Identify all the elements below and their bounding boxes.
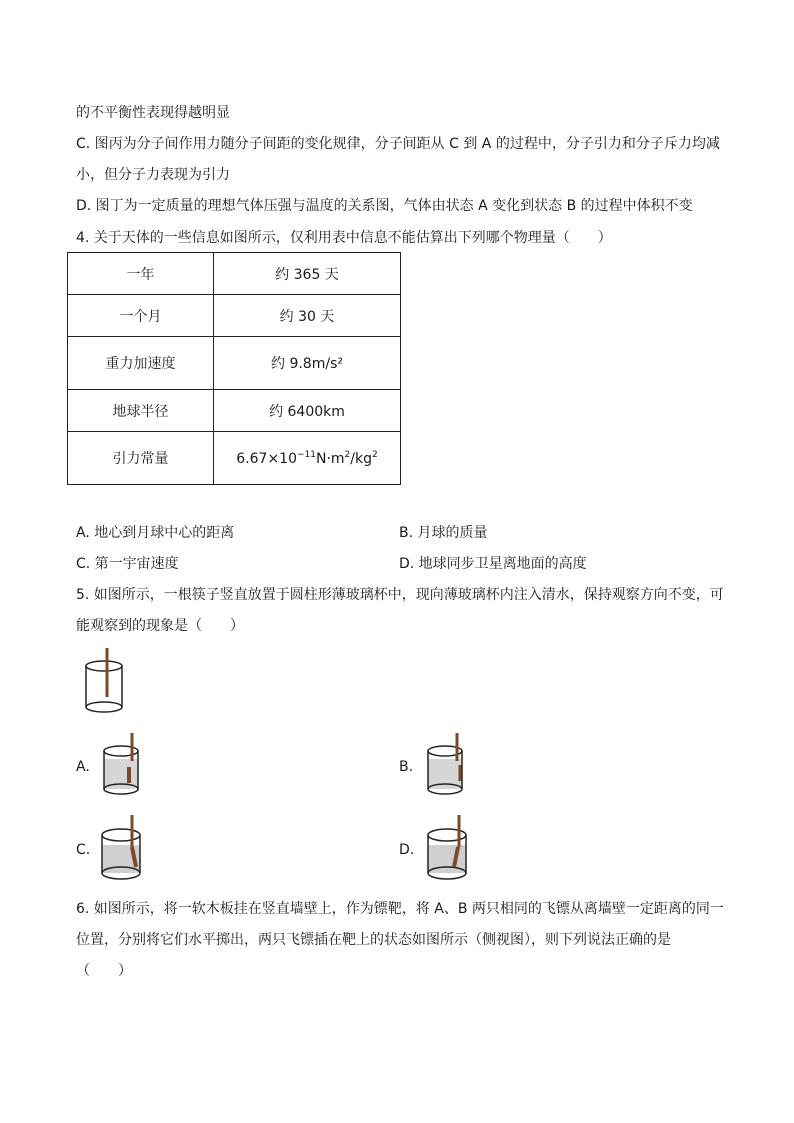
g-base: 6.67×10 (236, 450, 297, 467)
option-c-text: C. 图丙为分子间作用力随分子间距的变化规律，分子间距从 C 到 A 的过程中，分子引力和分子斥力均减 (76, 136, 720, 152)
q4-option-d: D. 地球同步卫星离地面的高度 (399, 556, 587, 572)
table-cell: 约 30 天 (214, 295, 401, 337)
question-4-stem: 4. 关于天体的一些信息如图所示，仅利用表中信息不能估算出下列哪个物理量（ ） (76, 230, 612, 246)
q5-option-c-label: C. (76, 842, 91, 858)
q4-option-a: A. 地心到月球中心的距离 (76, 525, 235, 541)
table-row (68, 432, 401, 485)
gravitational-constant-cell (214, 432, 401, 485)
question-6-stem: 6. 如图所示，将一软木板挂在竖直墙壁上，作为镖靶，将 A、B 两只相同的飞镖从离墙壁一定距离的同一 (76, 901, 724, 917)
g-exponent: 2 (344, 449, 351, 460)
cup-option-c-figure (98, 813, 148, 885)
g-exponent: −11 (296, 449, 316, 460)
table-cell: 一个月 (68, 295, 214, 337)
cup-option-a-figure (100, 731, 145, 801)
table-row (68, 337, 401, 390)
question-5-stem: 5. 如图所示，一根筷子竖直放置于圆柱形薄玻璃杯中，现向薄玻璃杯内注入清水，保持观察方向不变，可 (76, 587, 724, 603)
option-c-text-cont: 小，但分子力表现为引力 (76, 167, 230, 183)
table-cell: 约 9.8m/s² (214, 337, 401, 390)
g-unit: /kg (350, 450, 372, 467)
q5-option-d-label: D. (399, 842, 415, 858)
q4-option-b: B. 月球的质量 (399, 525, 488, 541)
g-unit: N·m (315, 450, 345, 467)
table-row (68, 390, 401, 432)
table-cell: 地球半径 (68, 390, 214, 432)
g-exponent: 2 (372, 449, 378, 460)
cup-original-figure (80, 645, 130, 720)
table-cell: 约 6400km (214, 390, 401, 432)
question-5-stem-cont: 能观察到的现象是（ ） (76, 618, 244, 634)
astronomy-info-table (67, 252, 401, 485)
question-6-stem-cont: （ ） (76, 963, 132, 979)
table-row (68, 253, 401, 295)
question-6-stem-cont: 位置，分别将它们水平掷出，两只飞镖插在靶上的状态如图所示（侧视图），则下列说法正确的是 (76, 932, 671, 948)
option-d-text: D. 图丁为一定质量的理想气体压强与温度的关系图，气体由状态 A 变化到状态 B 的过程中体积不变 (76, 198, 693, 214)
cup-option-d-figure (424, 813, 474, 885)
cup-option-b-figure (424, 731, 469, 801)
table-cell: 一年 (68, 253, 214, 295)
table-cell: 约 365 天 (214, 253, 401, 295)
q5-option-b-label: B. (399, 759, 414, 775)
q5-option-a-label: A. (76, 759, 90, 775)
table-cell: 引力常量 (68, 432, 214, 485)
text-line: 的不平衡性表现得越明显 (76, 105, 230, 121)
q4-option-c: C. 第一宇宙速度 (76, 556, 179, 572)
table-cell: 重力加速度 (68, 337, 214, 390)
table-row (68, 295, 401, 337)
